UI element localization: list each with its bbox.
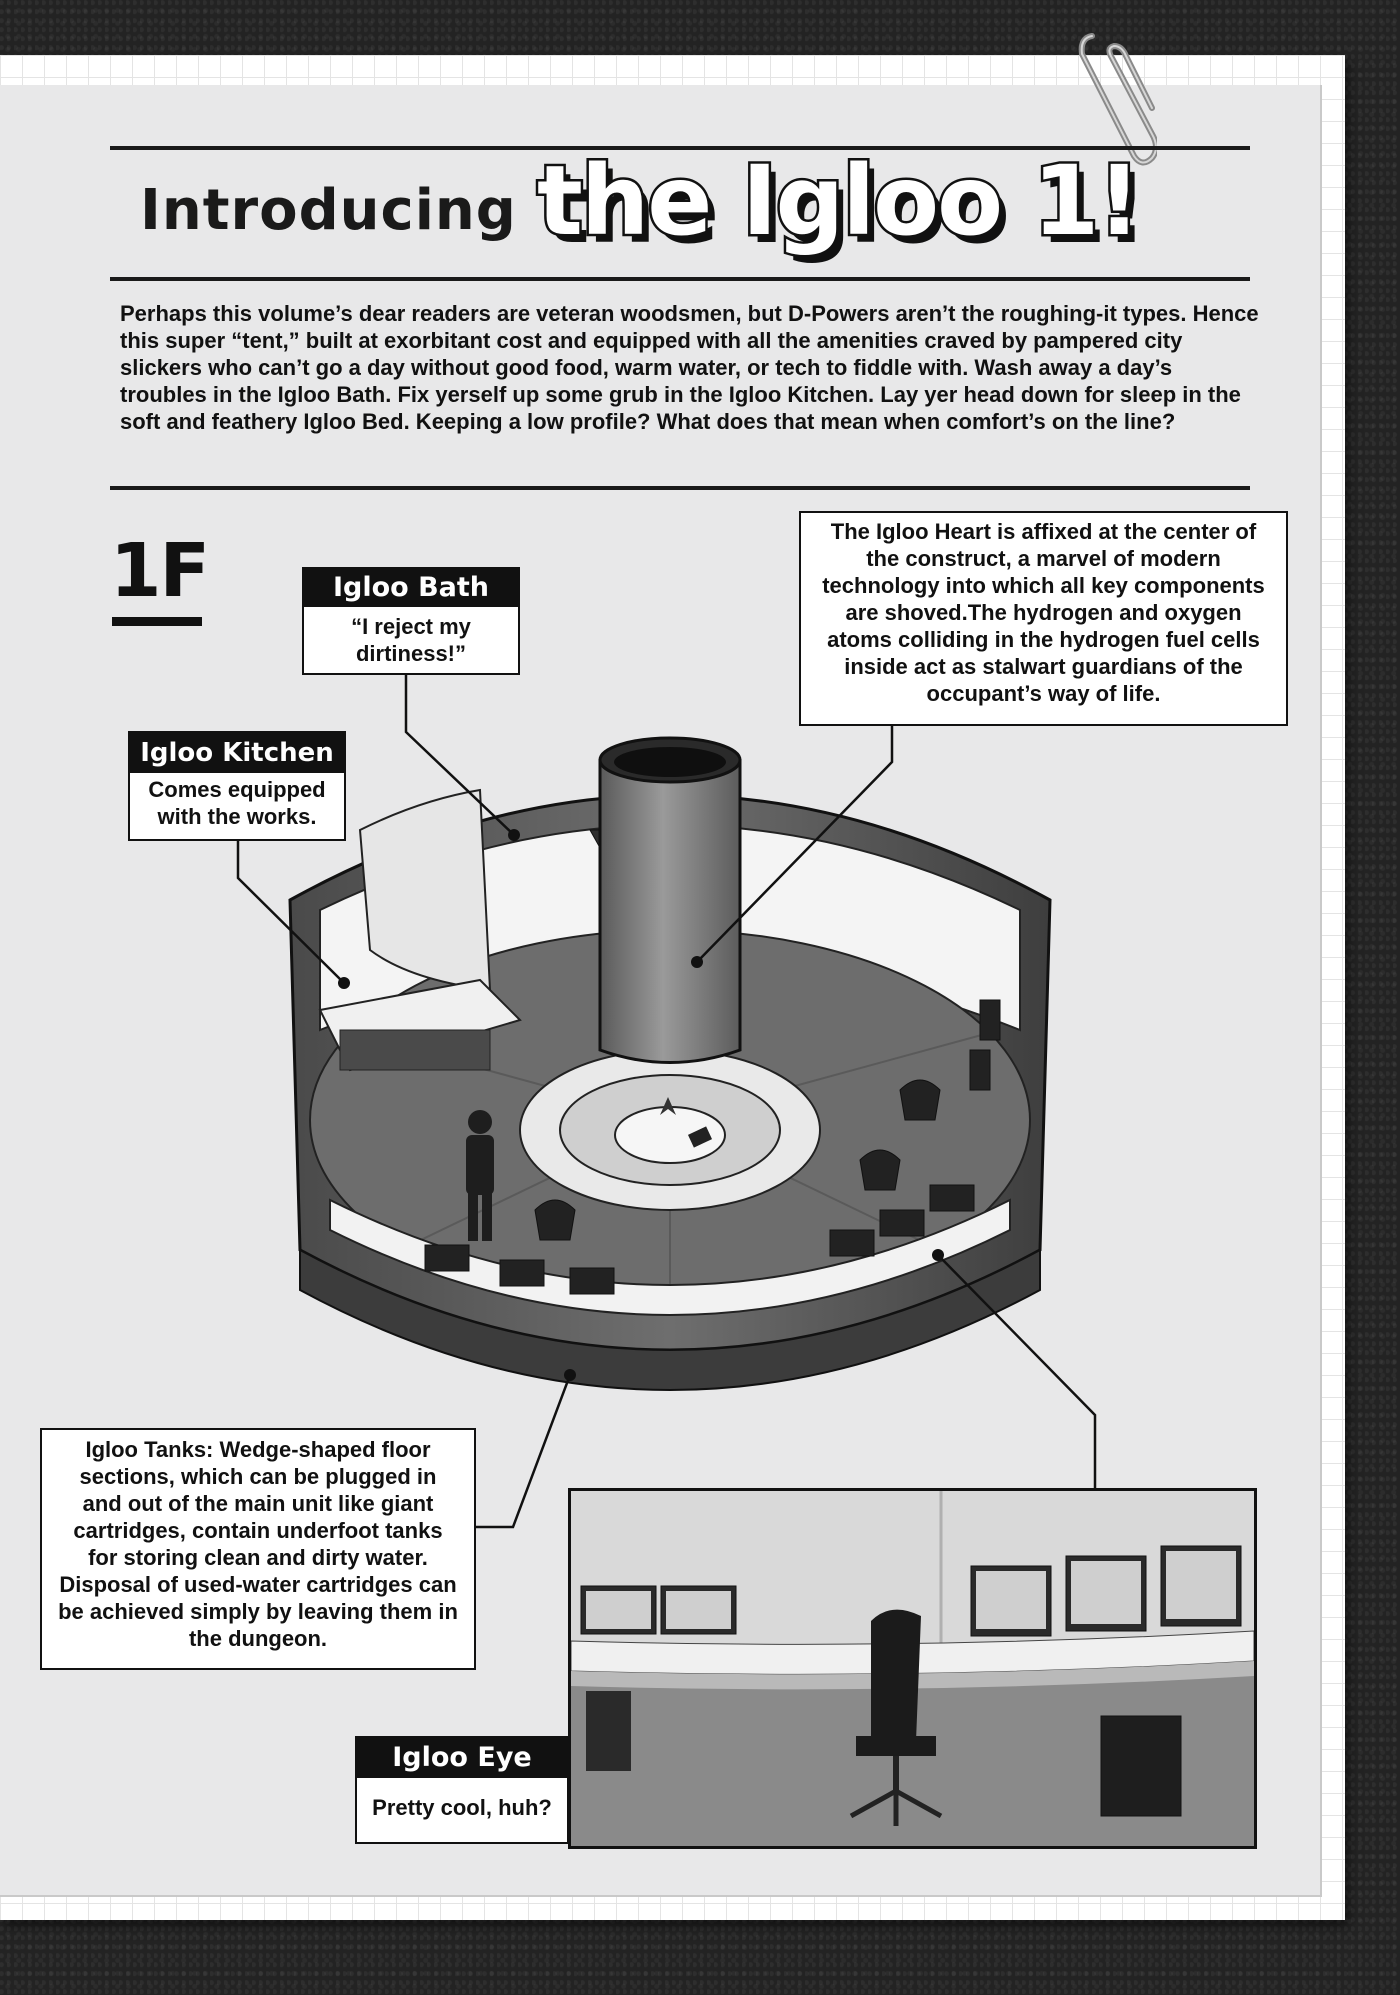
intro-heading: Introducing: [140, 178, 517, 243]
paragraph-bottom-rule: [110, 486, 1250, 490]
callout-igloo-kitchen: [128, 731, 346, 841]
callout-igloo-eye-title: Igloo Eye: [357, 1738, 567, 1778]
callout-igloo-bath-text: “I reject my dirtiness!”: [351, 614, 471, 666]
callout-igloo-eye-text: Pretty cool, huh?: [372, 1795, 552, 1820]
callout-igloo-kitchen-text: Comes equipped with the works.: [148, 777, 326, 829]
callout-igloo-tanks-text: Igloo Tanks: Wedge-shaped floor sections, which can be plugged in and out of the main unit like giant cartridges, contain underfoot tanks for storing clean and dirty water. Disposal of used-water cartridges can be achieved simply by leaving them in the dungeon.: [58, 1437, 458, 1651]
floor-label: 1F: [110, 528, 209, 614]
callout-igloo-bath-title: Igloo Bath: [304, 569, 518, 607]
callout-igloo-eye: [355, 1736, 569, 1844]
callout-igloo-heart: [799, 511, 1288, 726]
callout-igloo-heart-text: The Igloo Heart is affixed at the center of the construct, a marvel of modern technology into which all key components are shoved.The hydrogen and oxygen atoms colliding in the hydrogen fuel cells inside act as stalwart guardians of the occupant’s way of life.: [822, 519, 1265, 706]
igloo-eye-inset-image: [568, 1488, 1257, 1849]
workstation-illustration: [571, 1491, 1254, 1846]
callout-igloo-kitchen-title: Igloo Kitchen: [130, 733, 344, 773]
callout-igloo-bath: [302, 567, 520, 675]
floor-underline: [112, 617, 202, 626]
header-bottom-rule: [110, 277, 1250, 281]
igloo-cutaway-illustration: [280, 730, 1060, 1420]
callout-igloo-tanks: [40, 1428, 476, 1670]
page-title: the Igloo 1!: [537, 145, 1140, 257]
intro-paragraph: Perhaps this volume’s dear readers are veteran woodsmen, but D-Powers aren’t the roughing-it types. Hence this super “tent,” built at exorbitant cost and equipped with all the amenities craved by pampered city slickers who can’t go a day without good food, warm water, or tech to fiddle with. Wash away a day’s troubles in the Igloo Bath. Fix yerself up some grub in the Igloo Kitchen. Lay yer head down for sleep in the soft and feathery Igloo Bed. Keeping a low profile? What does that mean when comfort’s on the line?: [120, 301, 1259, 434]
